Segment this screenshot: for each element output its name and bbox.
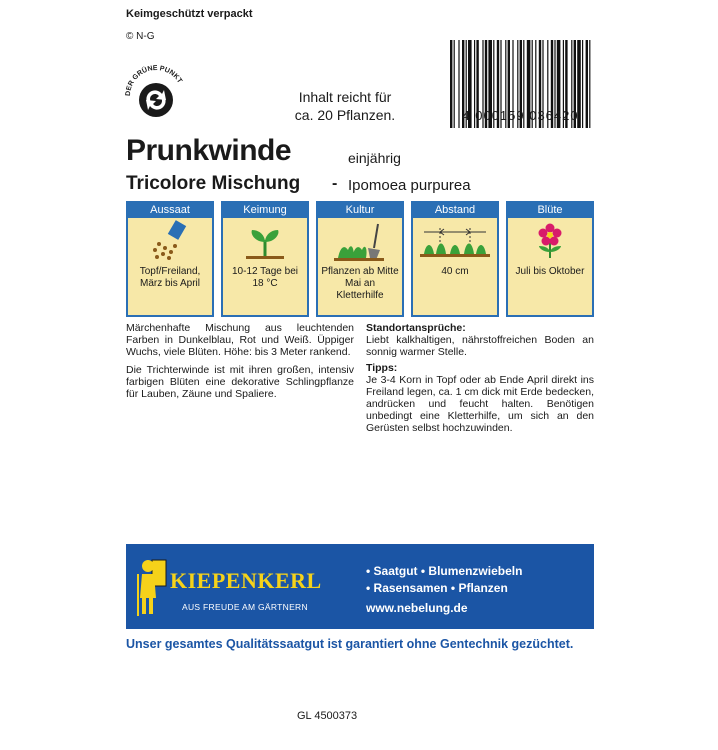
spacing-icon (418, 220, 492, 262)
article-code: GL 4500373 (297, 710, 358, 722)
brand-banner (126, 544, 594, 629)
product-variety: Tricolore Mischung (126, 173, 301, 194)
icon-box-spacing (411, 201, 499, 317)
cultivation-icons (126, 201, 594, 317)
brand-tagline: AUS FREUDE AM GÄRTNERN (182, 602, 308, 612)
location-text: Liebt kalkhaltigen, nährstoffreichen Boden an sonnig warmer Stelle. (366, 334, 594, 358)
brand-name: KIEPENKERL (170, 568, 322, 593)
tips-text: Je 3-4 Korn in Topf oder ab Ende April direkt ins Freiland legen, ca. 1 cm dick mit Erde bedecken, andrücken und feucht halten. Benötigen unbedingt eine Kletterhilfe, um sich an den Gerüsten selbst hochzuwinden. (366, 374, 594, 434)
seedling-icon (240, 220, 290, 262)
title-separator: - (332, 175, 338, 192)
seed-packet-icon (145, 220, 195, 262)
green-dot-label: DER GRÜNE PUNKT (124, 64, 184, 97)
gmo-free-guarantee: Unser gesamtes Qualitätssaatgut ist garantiert ohne Gentechnik gezüchtet. (126, 637, 574, 651)
icon-box-bloom (506, 201, 594, 317)
icon-title: Keimung (223, 203, 307, 218)
description (126, 322, 354, 406)
content-note-line2: ca. 20 Pflanzen. (294, 107, 396, 123)
care-instructions (366, 322, 594, 438)
green-dot-logo (120, 60, 192, 132)
kiepenkerl-mascot-icon (136, 554, 170, 618)
icon-text: Juli bis Oktober (515, 266, 585, 277)
location-heading: Standortansprüche: (366, 322, 466, 334)
icon-box-germination (221, 201, 309, 317)
icon-text: 40 cm (441, 266, 469, 277)
icon-title: Kultur (318, 203, 402, 218)
icon-title: Aussaat (128, 203, 212, 218)
icon-box-culture (316, 201, 404, 317)
product-range-line1: • Saatgut • Blumenzwiebeln (366, 564, 523, 578)
latin-name: Ipomoea purpurea (348, 177, 471, 194)
tips-heading: Tipps: (366, 362, 398, 374)
shovel-icon (332, 220, 388, 262)
description-paragraph: Die Trichterwinde ist mit ihren großen, intensiv farbigen Blüten eine dekorative Schlingpflanze für Lauben, Zäune und Spaliere. (126, 364, 354, 400)
icon-title: Blüte (508, 203, 592, 218)
copyright-note: © N-G (126, 31, 155, 42)
product-cycle: einjährig (348, 150, 401, 166)
icon-title: Abstand (413, 203, 497, 218)
description-paragraph: Märchenhafte Mischung aus leuchtenden Farben in Dunkelblau, Rot und Weiß. Üppiger Wuchs, viele Blüten. Höhe: bis 3 Meter rankend. (126, 322, 354, 358)
product-name: Prunkwinde (126, 134, 292, 167)
icon-box-sowing (126, 201, 214, 317)
icon-text: Pflanzen ab Mitte Mai an Kletterhilfe (321, 266, 399, 301)
product-range-line2: • Rasensamen • Pflanzen (366, 581, 508, 595)
content-note (285, 88, 405, 124)
icon-text: 10-12 Tage bei 18 °C (232, 266, 298, 289)
flower-icon (525, 220, 575, 262)
packaging-note: Keimgeschützt verpackt (126, 8, 253, 20)
website-link[interactable]: www.nebelung.de (366, 601, 468, 615)
barcode-number: 4 000159 036420 (462, 108, 579, 123)
content-note-line1: Inhalt reicht für (298, 89, 392, 105)
icon-text: Topf/Freiland, März bis April (139, 266, 201, 289)
